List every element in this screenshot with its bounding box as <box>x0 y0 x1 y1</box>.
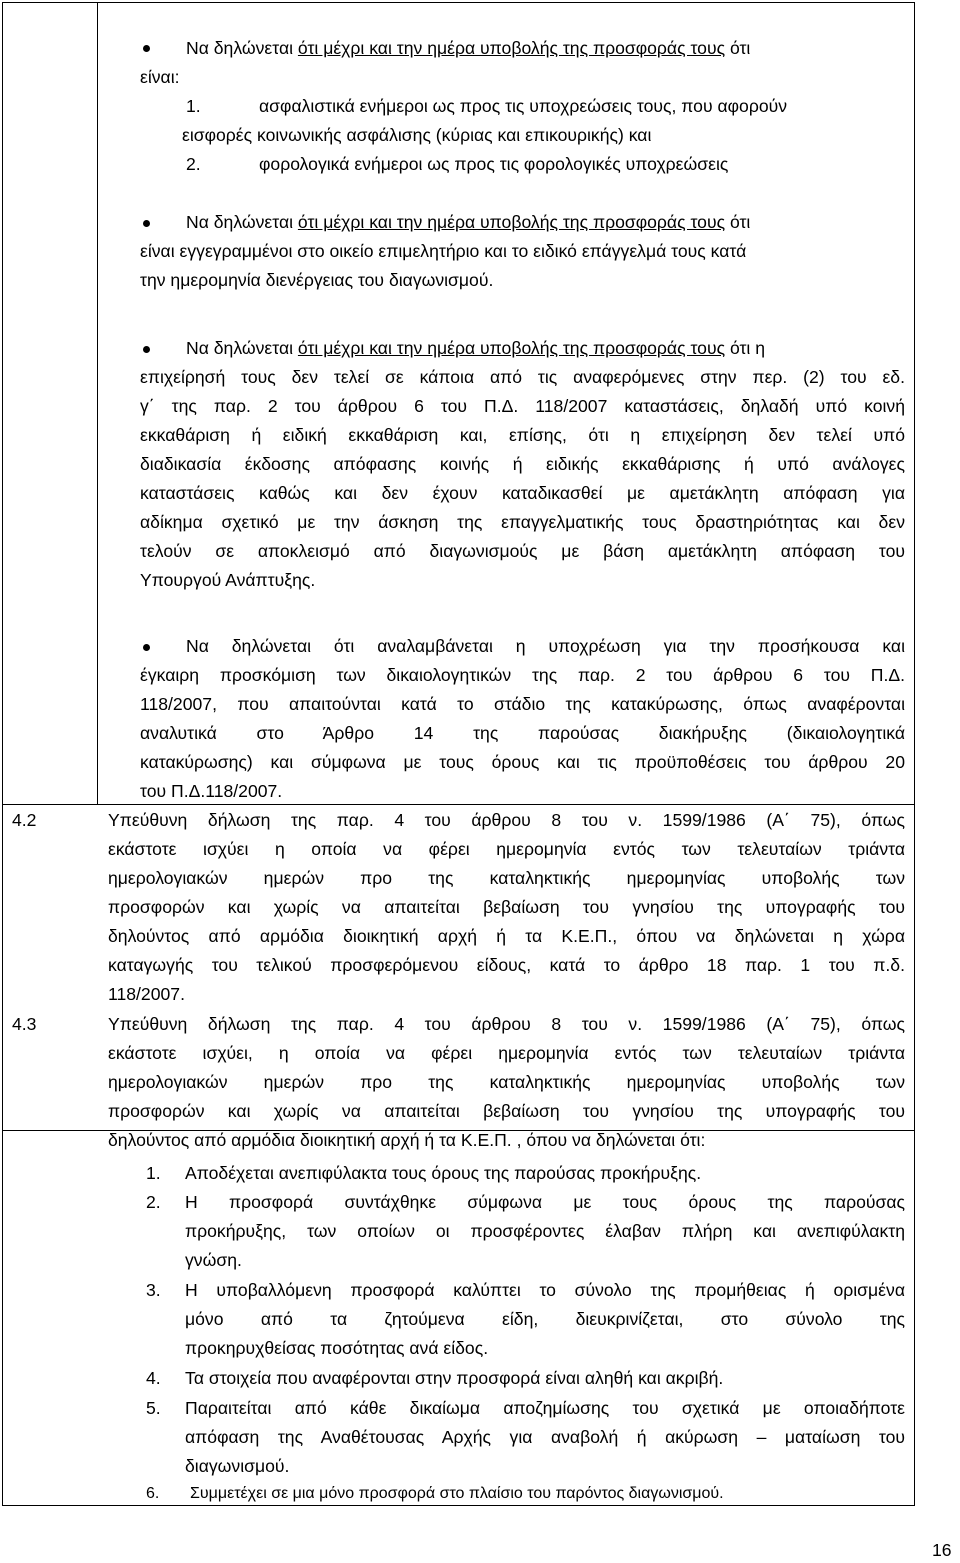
bullet2-line3: την ημερομηνία διενέργειας του διαγωνισμού. <box>140 270 494 290</box>
list-item-3-line: μόνο από τα ζητούμενα είδη, διευκρινίζεται, στο σύνολο της <box>185 1309 905 1329</box>
list-item-2-line: προκήρυξης, των οποίων οι προσφέροντες έλαβαν πλήρη και ανεπιφύλακτη <box>185 1221 905 1241</box>
list-item-5-line: Παραιτείται από κάθε δικαίωμα αποζημίωσης του σχετικά με οποιαδήποτε <box>185 1398 905 1418</box>
list-item-5-line: απόφαση της Αναθέτουσας Αρχής για αναβολή ή ακύρωση – ματαίωση του <box>185 1427 905 1447</box>
list-item-number: 3. <box>146 1280 161 1300</box>
page-number: 16 <box>932 1540 952 1560</box>
section-4-2-line: καταγωγής του τελικού προσφερόμενου είδους, κατά το άρθρο 18 παρ. 1 του π.δ. <box>108 955 905 975</box>
bullet1-line1: Να δηλώνεται ότι μέχρι και την ημέρα υποβολής της προσφοράς τους ότι <box>186 38 751 58</box>
bullet3-line: τελούν σε αποκλεισμό από διαγωνισμούς με βάση αμετάκλητη απόφαση του <box>140 541 905 561</box>
bullet2-line1: Να δηλώνεται ότι μέχρι και την ημέρα υποβολής της προσφοράς τους ότι <box>186 212 751 232</box>
bullet1-line2: είναι: <box>140 67 180 87</box>
list-item-4-text: Τα στοιχεία που αναφέρονται στην προσφορά είναι αληθή και ακριβή. <box>185 1368 724 1388</box>
bullet1-num1: 1. <box>186 96 201 116</box>
list-item-number: 2. <box>146 1192 161 1212</box>
list-item-5-last-line: διαγωνισμού. <box>185 1456 290 1476</box>
list-item-3-line: Η υποβαλλόμενη προσφορά καλύπτει το σύνολο της προμήθειας ή ορισμένα <box>185 1280 905 1300</box>
section-4-2-last-line: 118/2007. <box>108 984 185 1004</box>
bullet3-line: επιχείρησή τους δεν τελεί σε κάποια από τις αναφερόμενες στην περ. (2) του εδ. <box>140 367 905 387</box>
section-4-2-line: δηλούντος από αρμόδια διοικητική αρχή ή τα Κ.Ε.Π., όπου να δηλώνεται η χώρα <box>108 926 905 946</box>
row-divider-4-2 <box>2 804 915 805</box>
section-4-2-number: 4.2 <box>12 810 37 830</box>
section-4-2-line: Υπεύθυνη δήλωση της παρ. 4 του άρθρου 8 του ν. 1599/1986 (Α΄ 75), όπως <box>108 810 905 830</box>
list-item-number: 4. <box>146 1368 161 1388</box>
bullet3-line: γ΄ της παρ. 2 του άρθρου 6 του Π.Δ. 118/2007 καταστάσεις, δηλαδή υπό κοινή <box>140 396 905 416</box>
bullet3-last-line: Υπουργού Ανάπτυξης. <box>140 570 316 590</box>
bullet4-last-line: του Π.Δ.118/2007. <box>140 781 283 801</box>
list-item-6-text: Συμμετέχει σε μια μόνο προσφορά στο πλαίσιο του παρόντος διαγωνισμού. <box>190 1485 724 1502</box>
bullet1-num2: 2. <box>186 154 201 174</box>
bullet3-line: αδίκημα σχετικό με την άσκηση της επαγγελματικής τους δραστηριότητας και δεν <box>140 512 905 532</box>
bullet1-item2-line1: φορολογικά ενήμεροι ως προς τις φορολογικές υποχρεώσεις <box>259 154 729 174</box>
list-item-number: 1. <box>146 1163 161 1183</box>
bullet3-line: καταστάσεις καθώς και δεν έχουν καταδικασθεί με αμετάκλητη απόφαση για <box>140 483 905 503</box>
section-4-3-line: εκάστοτε ισχύει, η οποία να φέρει ημερομηνία εντός των τελευταίων τριάντα <box>108 1043 905 1063</box>
list-item-number: 5. <box>146 1398 161 1418</box>
bullet1-item1-line2: εισφορές κοινωνικής ασφάλισης (κύριας και επικουρικής) και <box>182 125 652 145</box>
bullet3-line1: Να δηλώνεται ότι μέχρι και την ημέρα υποβολής της προσφοράς τους ότι η <box>186 338 766 358</box>
bullet4-line: αναλυτικά στο Άρθρο 14 της παρούσας διακήρυξης (δικαιολογητικά <box>140 723 905 743</box>
section-4-2-line: εκάστοτε ισχύει η οποία να φέρει ημερομηνία εντός των τελευταίων τριάντα <box>108 839 905 859</box>
bullet-icon <box>143 644 150 651</box>
column-divider <box>97 2 98 804</box>
section-4-3-number: 4.3 <box>12 1014 37 1034</box>
section-4-2-line: προσφορών και χωρίς να απαιτείται βεβαίωση του γνησίου της υπογραφής του <box>108 897 905 917</box>
list-item-1-text: Αποδέχεται ανεπιφύλακτα τους όρους της παρούσας προκήρυξης. <box>185 1163 702 1183</box>
bullet-icon <box>143 45 150 52</box>
list-item-2-last-line: γνώση. <box>185 1250 242 1270</box>
bullet2-line2: είναι εγγεγραμμένοι στο οικείο επιμελητήριο και το ειδικό επάγγελμά τους κατά <box>140 241 747 261</box>
bullet-icon <box>143 346 150 353</box>
list-item-number: 6. <box>146 1485 160 1502</box>
bullet4-line: Να δηλώνεται ότι αναλαμβάνεται η υποχρέωση για την προσήκουσα και <box>186 636 905 656</box>
list-item-3-last-line: προκηρυχθείσας ποσότητας ανά είδος. <box>185 1338 489 1358</box>
bullet4-line: 118/2007, που απαιτούνται κατά το στάδιο της κατακύρωσης, όπως αναφέρονται <box>140 694 905 714</box>
bullet4-line: κατακύρωσης) και σύμφωνα με τους όρους και τις προϋποθέσεις του άρθρου 20 <box>140 752 905 772</box>
section-4-3-last-line: δηλούντος από αρμόδια διοικητική αρχή ή τα Κ.Ε.Π. , όπου να δηλώνεται ότι: <box>108 1130 706 1150</box>
bullet1-item1-line1: ασφαλιστικά ενήμεροι ως προς τις υποχρεώσεις τους, που αφορούν <box>259 96 788 116</box>
section-4-3-line: προσφορών και χωρίς να απαιτείται βεβαίωση του γνησίου της υπογραφής του <box>108 1101 905 1121</box>
bullet-icon <box>143 220 150 227</box>
section-4-3-line: Υπεύθυνη δήλωση της παρ. 4 του άρθρου 8 του ν. 1599/1986 (Α΄ 75), όπως <box>108 1014 905 1034</box>
bullet3-line: διαδικασία έκδοσης απόφασης κοινής ή ειδικής εκκαθάρισης ή υπό ανάλογες <box>140 454 905 474</box>
bullet3-line: εκκαθάριση ή ειδική εκκαθάριση και, επίσης, ότι η επιχείρηση δεν τελεί υπό <box>140 425 905 445</box>
bullet4-line: έγκαιρη προσκόμιση των δικαιολογητικών της παρ. 2 του άρθρου 6 του Π.Δ. <box>140 665 905 685</box>
list-item-2-line: Η προσφορά συντάχθηκε σύμφωνα με τους όρους της παρούσας <box>185 1192 905 1212</box>
section-4-2-line: ημερολογιακών ημερών προ της καταληκτικής ημερομηνίας υποβολής των <box>108 868 905 888</box>
section-4-3-line: ημερολογιακών ημερών προ της καταληκτικής ημερομηνίας υποβολής των <box>108 1072 905 1092</box>
